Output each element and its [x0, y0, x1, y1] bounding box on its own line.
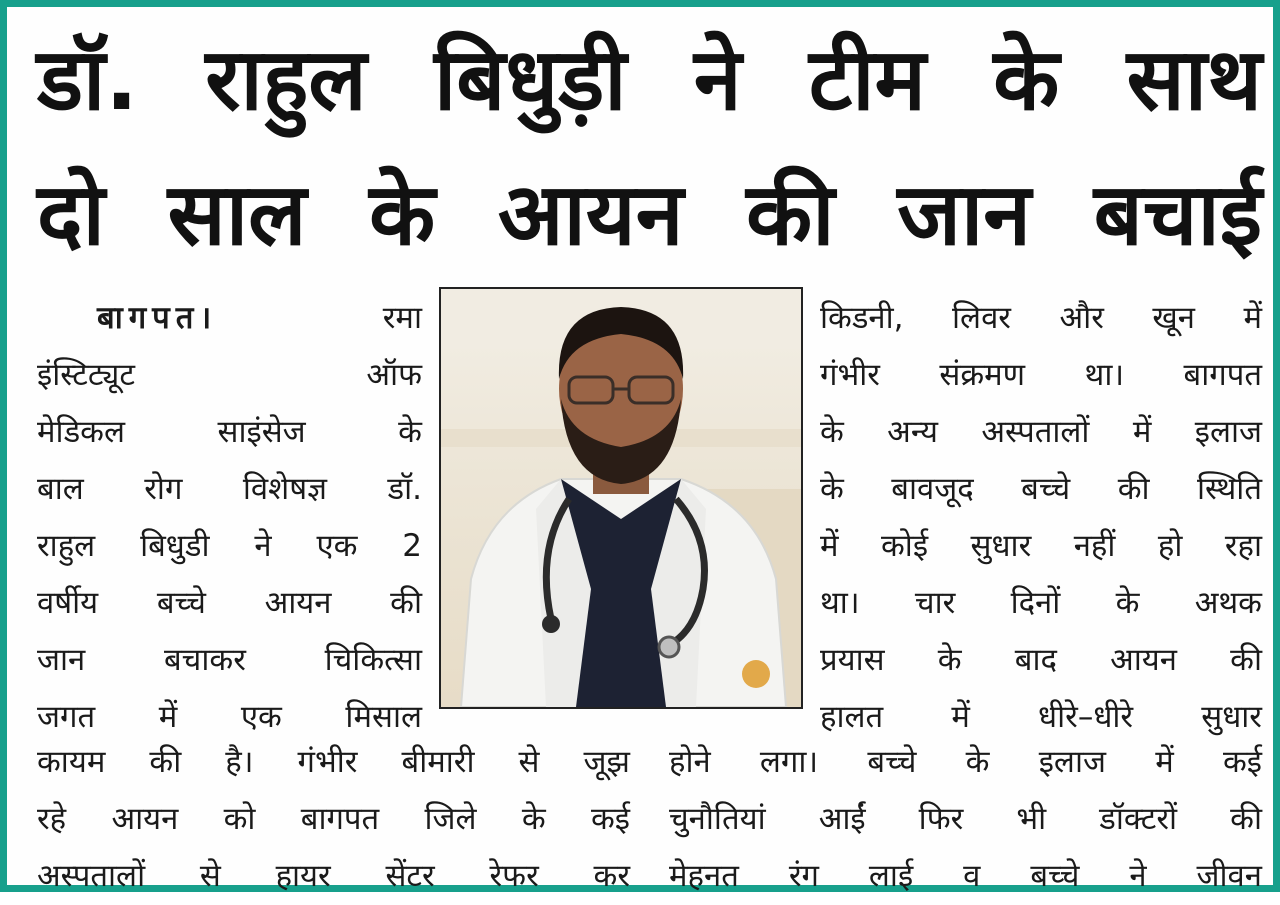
body-line: गंभीर संक्रमण था। बागपत — [820, 357, 1262, 393]
dateline-row — [37, 290, 422, 347]
doctor-photo — [439, 287, 803, 709]
body-line: था। चार दिनों के अथक — [820, 585, 1262, 621]
bottom-right-column — [669, 734, 1262, 905]
body-line: के बावजूद बच्चे की स्थिति — [820, 471, 1262, 507]
body-line: रमा — [382, 300, 422, 336]
bottom-left-column — [37, 734, 630, 905]
body-line: प्रयास के बाद आयन की — [820, 642, 1262, 678]
body-line: में कोई सुधार नहीं हो रहा — [820, 528, 1262, 564]
body-line: राहुल बिधुडी ने एक 2 — [37, 528, 422, 564]
headline-line-1: डॉ. राहुल बिधुड़ी ने टीम के साथ — [37, 30, 1262, 130]
body-line: वर्षीय बच्चे आयन की — [37, 585, 422, 621]
body-line: मेडिकल साइंसेज के — [37, 414, 422, 450]
right-column — [820, 290, 1262, 746]
body-line: किडनी, लिवर और खून में — [820, 300, 1262, 336]
body-line: होने लगा। बच्चे के इलाज में कई — [669, 744, 1262, 780]
headline-line-2: दो साल के आयन की जान बचाई — [37, 165, 1262, 265]
body-line: इंस्टिट्यूट ऑफ — [37, 357, 422, 393]
body-line: मेहनत रंग लाई व बच्चे ने जीवन — [669, 858, 1262, 894]
body-line: चुनौतियां आईं फिर भी डॉक्टरों की — [669, 801, 1262, 837]
left-column — [37, 290, 422, 746]
body-line: जान बचाकर चिकित्सा — [37, 642, 422, 678]
body-line: अस्पतालों से हायर सेंटर रेफर कर — [37, 858, 630, 894]
body-line: कायम की है। गंभीर बीमारी से जूझ — [37, 744, 630, 780]
dateline: बागपत। — [97, 300, 218, 336]
body-line: हालत में धीरे–धीरे सुधार — [820, 699, 1262, 735]
doctor-portrait-image — [441, 289, 801, 707]
body-line: के अन्य अस्पतालों में इलाज — [820, 414, 1262, 450]
body-line: रहे आयन को बागपत जिले के कई — [37, 801, 630, 837]
body-line: जगत में एक मिसाल — [37, 699, 422, 735]
body-line: बाल रोग विशेषज्ञ डॉ. — [37, 471, 422, 507]
